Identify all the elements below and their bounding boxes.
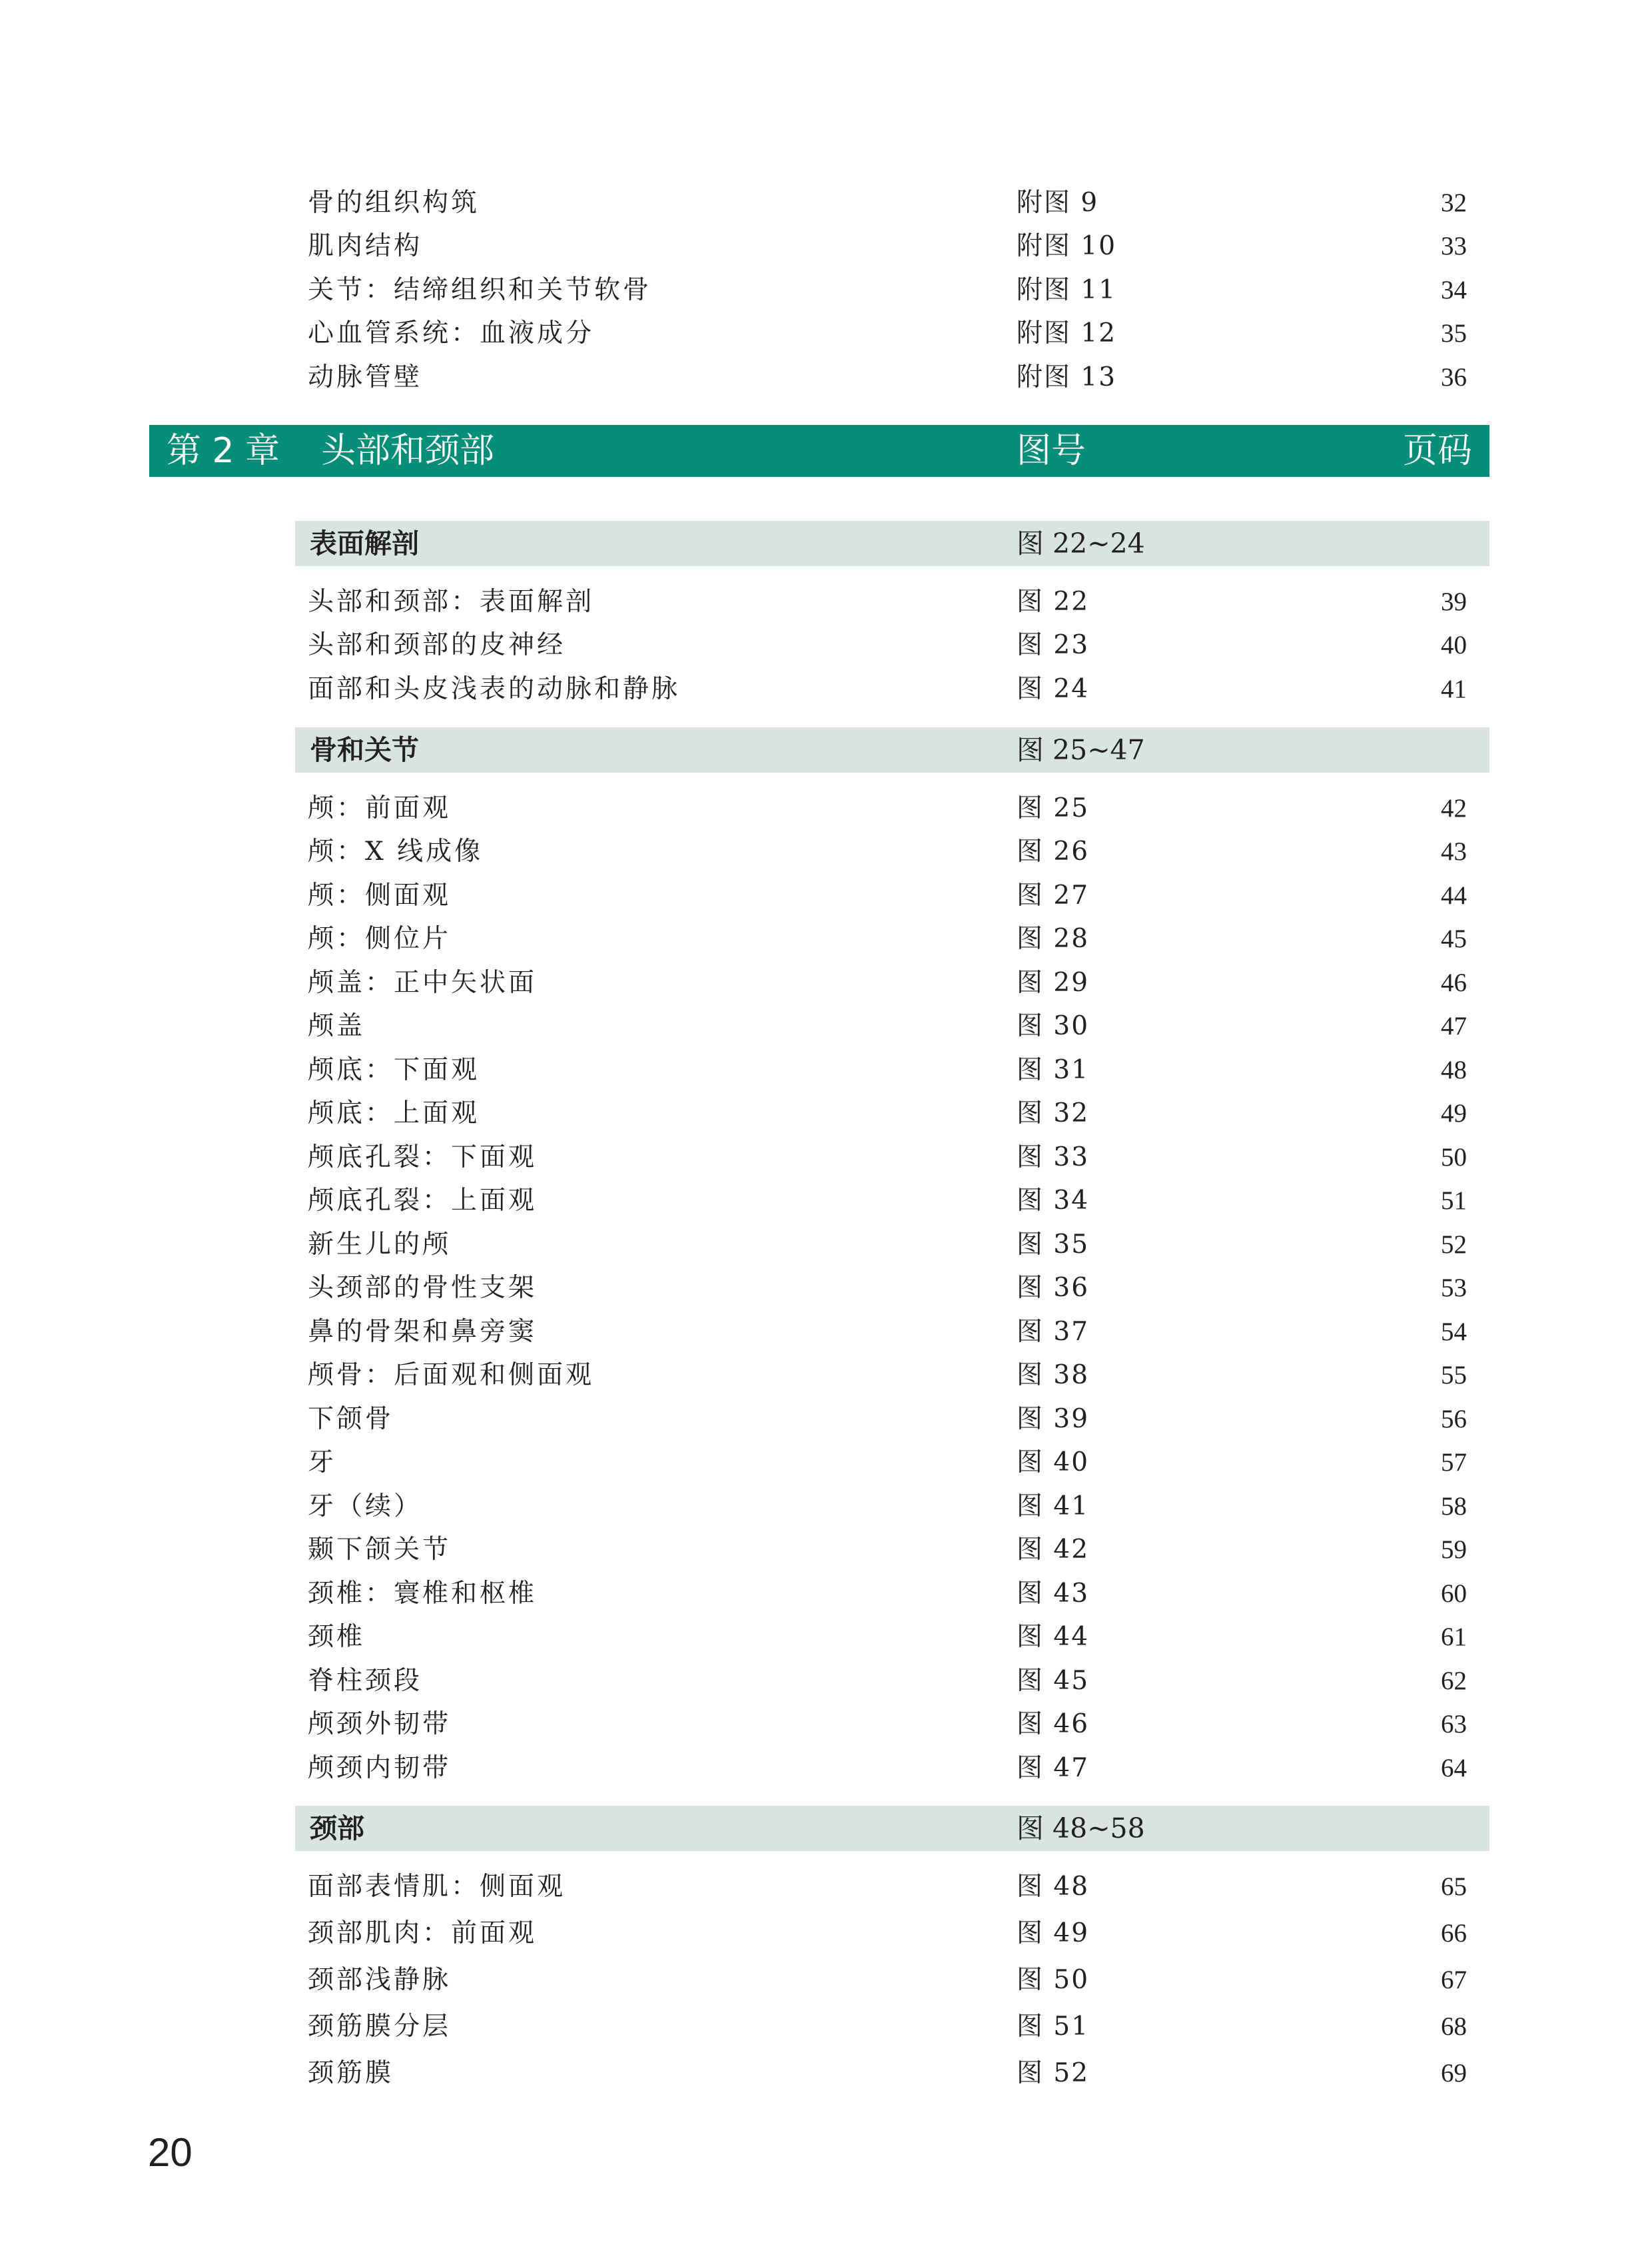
toc-entry bbox=[308, 274, 1467, 307]
entry-page: 36 bbox=[1441, 363, 1467, 392]
entry-page: 67 bbox=[1441, 1966, 1467, 1994]
page-column-header: 页码 bbox=[1402, 431, 1472, 471]
entry-page: 57 bbox=[1441, 1448, 1467, 1477]
toc-entry bbox=[308, 1359, 1467, 1392]
entry-title: 颈椎：寰椎和枢椎 bbox=[308, 1579, 538, 1609]
toc-entry bbox=[308, 1917, 1467, 1950]
entry-title: 颅底：下面观 bbox=[308, 1055, 480, 1085]
toc-entry bbox=[308, 673, 1467, 706]
entry-page: 54 bbox=[1441, 1317, 1467, 1346]
toc-entry bbox=[308, 1272, 1467, 1305]
entry-page: 44 bbox=[1441, 881, 1467, 910]
entry-figure: 图 49 bbox=[1017, 1918, 1090, 1948]
entry-title: 颅底孔裂：下面观 bbox=[308, 1142, 538, 1172]
toc-entry bbox=[308, 1533, 1467, 1567]
entry-page: 65 bbox=[1441, 1872, 1467, 1901]
entry-title: 颅：侧位片 bbox=[308, 924, 452, 954]
entry-title: 颅颈外韧带 bbox=[308, 1709, 452, 1739]
entry-title: 动脉管壁 bbox=[308, 362, 423, 392]
section-name: 骨和关节 bbox=[310, 734, 419, 766]
entry-page: 60 bbox=[1441, 1579, 1467, 1608]
toc-entry bbox=[308, 1141, 1467, 1174]
toc-entry bbox=[308, 187, 1467, 220]
entry-figure: 附图 9 bbox=[1017, 188, 1099, 218]
entry-figure: 图 50 bbox=[1017, 1965, 1090, 1995]
entry-page: 34 bbox=[1441, 276, 1467, 304]
section-name: 颈部 bbox=[310, 1812, 364, 1844]
toc-entry bbox=[308, 1010, 1467, 1043]
entry-figure: 图 35 bbox=[1017, 1230, 1090, 1260]
entry-figure: 图 33 bbox=[1017, 1142, 1090, 1172]
entry-title: 牙（续） bbox=[308, 1491, 423, 1521]
toc-entry bbox=[308, 629, 1467, 662]
entry-title: 面部表情肌：侧面观 bbox=[308, 1872, 566, 1902]
entry-page: 40 bbox=[1441, 631, 1467, 659]
entry-title: 颅盖 bbox=[308, 1011, 366, 1041]
toc-entry bbox=[308, 1184, 1467, 1218]
entry-page: 52 bbox=[1441, 1230, 1467, 1259]
entry-title: 颅盖：正中矢状面 bbox=[308, 968, 538, 998]
entry-figure: 图 24 bbox=[1017, 674, 1090, 704]
entry-title: 颞下颌关节 bbox=[308, 1535, 452, 1565]
entry-page: 39 bbox=[1441, 587, 1467, 616]
entry-title: 肌肉结构 bbox=[308, 231, 423, 261]
entry-page: 48 bbox=[1441, 1056, 1467, 1084]
entry-title: 颅：X 线成像 bbox=[308, 837, 484, 867]
entry-figure: 图 39 bbox=[1017, 1404, 1090, 1434]
toc-entry bbox=[308, 1403, 1467, 1436]
chapter-title: 头部和颈部 bbox=[321, 431, 495, 471]
entry-figure: 图 27 bbox=[1017, 881, 1090, 911]
entry-page: 32 bbox=[1441, 188, 1467, 217]
entry-page: 42 bbox=[1441, 794, 1467, 823]
entry-figure: 图 23 bbox=[1017, 630, 1090, 660]
toc-entry bbox=[308, 1708, 1467, 1741]
entry-page: 66 bbox=[1441, 1919, 1467, 1948]
entry-figure: 图 42 bbox=[1017, 1535, 1090, 1565]
entry-title: 颅底：上面观 bbox=[308, 1098, 480, 1128]
entry-page: 63 bbox=[1441, 1710, 1467, 1738]
entry-page: 64 bbox=[1441, 1754, 1467, 1782]
section-header bbox=[295, 727, 1489, 773]
toc-entry bbox=[308, 1665, 1467, 1698]
section-header bbox=[295, 1806, 1489, 1851]
entry-figure: 图 25 bbox=[1017, 793, 1090, 823]
entry-figure: 图 29 bbox=[1017, 968, 1090, 998]
chapter-number: 第 2 章 bbox=[167, 431, 280, 471]
section-header bbox=[295, 521, 1489, 566]
toc-entry bbox=[308, 1315, 1467, 1349]
entry-title: 新生儿的颅 bbox=[308, 1230, 452, 1260]
toc-entry bbox=[308, 585, 1467, 619]
entry-title: 面部和头皮浅表的动脉和静脉 bbox=[308, 674, 681, 704]
entry-figure: 图 30 bbox=[1017, 1011, 1090, 1041]
toc-entry bbox=[308, 792, 1467, 825]
entry-page: 33 bbox=[1441, 232, 1467, 260]
toc-entry bbox=[308, 230, 1467, 263]
toc-entry bbox=[308, 2057, 1467, 2090]
entry-figure: 图 32 bbox=[1017, 1098, 1090, 1128]
entry-page: 53 bbox=[1441, 1274, 1467, 1302]
entry-figure: 附图 10 bbox=[1017, 231, 1117, 261]
chapter-header bbox=[149, 425, 1489, 477]
entry-page: 41 bbox=[1441, 675, 1467, 703]
entry-title: 颈筋膜 bbox=[308, 2058, 394, 2088]
toc-entry bbox=[308, 1964, 1467, 1997]
entry-page: 35 bbox=[1441, 319, 1467, 348]
toc-entry bbox=[308, 879, 1467, 913]
section-figure-range: 图 25~47 bbox=[1017, 734, 1145, 766]
toc-entry bbox=[308, 1097, 1467, 1130]
entry-title: 颅颈内韧带 bbox=[308, 1753, 452, 1783]
entry-title: 颅底孔裂：上面观 bbox=[308, 1186, 538, 1216]
entry-figure: 图 48 bbox=[1017, 1872, 1090, 1902]
figure-column-header: 图号 bbox=[1017, 431, 1086, 471]
section-figure-range: 图 48~58 bbox=[1017, 1812, 1145, 1844]
entry-title: 颈部肌肉：前面观 bbox=[308, 1918, 538, 1948]
toc-entry bbox=[308, 1446, 1467, 1479]
entry-page: 49 bbox=[1441, 1099, 1467, 1128]
entry-page: 62 bbox=[1441, 1667, 1467, 1695]
entry-title: 颅骨：后面观和侧面观 bbox=[308, 1360, 595, 1390]
entry-page: 58 bbox=[1441, 1492, 1467, 1521]
entry-figure: 图 28 bbox=[1017, 924, 1090, 954]
entry-title: 颅：侧面观 bbox=[308, 881, 452, 911]
entry-figure: 图 52 bbox=[1017, 2058, 1090, 2088]
entry-figure: 图 22 bbox=[1017, 587, 1090, 617]
entry-figure: 图 41 bbox=[1017, 1491, 1090, 1521]
entry-figure: 图 38 bbox=[1017, 1360, 1090, 1390]
entry-title: 下颌骨 bbox=[308, 1404, 394, 1434]
entry-title: 骨的组织构筑 bbox=[308, 188, 480, 218]
entry-page: 45 bbox=[1441, 925, 1467, 953]
entry-figure: 附图 12 bbox=[1017, 318, 1117, 348]
toc-entry bbox=[308, 835, 1467, 869]
entry-title: 颈椎 bbox=[308, 1622, 366, 1652]
entry-page: 51 bbox=[1441, 1186, 1467, 1215]
entry-title: 颈部浅静脉 bbox=[308, 1965, 452, 1995]
entry-figure: 图 47 bbox=[1017, 1753, 1090, 1783]
toc-entry bbox=[308, 923, 1467, 956]
entry-figure: 图 37 bbox=[1017, 1317, 1090, 1347]
toc-entry bbox=[308, 1752, 1467, 1785]
toc-entry bbox=[308, 1870, 1467, 1904]
entry-page: 55 bbox=[1441, 1361, 1467, 1389]
entry-page: 47 bbox=[1441, 1012, 1467, 1040]
entry-title: 颈筋膜分层 bbox=[308, 2012, 452, 2042]
entry-page: 56 bbox=[1441, 1405, 1467, 1433]
entry-page: 46 bbox=[1441, 968, 1467, 997]
entry-title: 鼻的骨架和鼻旁窦 bbox=[308, 1317, 538, 1347]
entry-figure: 图 44 bbox=[1017, 1622, 1090, 1652]
entry-figure: 图 26 bbox=[1017, 837, 1090, 867]
toc-entry bbox=[308, 1228, 1467, 1262]
entry-figure: 图 46 bbox=[1017, 1709, 1090, 1739]
entry-figure: 图 36 bbox=[1017, 1273, 1090, 1303]
entry-figure: 图 34 bbox=[1017, 1186, 1090, 1216]
toc-entry bbox=[308, 1621, 1467, 1654]
entry-title: 牙 bbox=[308, 1447, 337, 1477]
entry-title: 关节：结缔组织和关节软骨 bbox=[308, 275, 652, 305]
toc-entry bbox=[308, 1490, 1467, 1523]
toc-entry bbox=[308, 1577, 1467, 1611]
toc-entry bbox=[308, 317, 1467, 350]
entry-figure: 图 40 bbox=[1017, 1447, 1090, 1477]
entry-figure: 附图 13 bbox=[1017, 362, 1117, 392]
toc-entry bbox=[308, 2010, 1467, 2044]
toc-entry bbox=[308, 361, 1467, 394]
entry-page: 50 bbox=[1441, 1143, 1467, 1172]
section-figure-range: 图 22~24 bbox=[1017, 528, 1145, 560]
entry-page: 61 bbox=[1441, 1623, 1467, 1651]
section-name: 表面解剖 bbox=[310, 528, 419, 560]
toc-entry bbox=[308, 966, 1467, 1000]
entry-figure: 图 43 bbox=[1017, 1579, 1090, 1609]
entry-title: 脊柱颈段 bbox=[308, 1666, 423, 1696]
toc-entry bbox=[308, 1054, 1467, 1087]
entry-page: 43 bbox=[1441, 837, 1467, 866]
entry-figure: 图 31 bbox=[1017, 1055, 1090, 1085]
entry-title: 心血管系统：血液成分 bbox=[308, 318, 595, 348]
entry-figure: 附图 11 bbox=[1017, 275, 1117, 305]
entry-title: 颅：前面观 bbox=[308, 793, 452, 823]
entry-page: 69 bbox=[1441, 2059, 1467, 2087]
entry-title: 头颈部的骨性支架 bbox=[308, 1273, 538, 1303]
entry-title: 头部和颈部：表面解剖 bbox=[308, 587, 595, 617]
entry-page: 59 bbox=[1441, 1535, 1467, 1564]
entry-figure: 图 51 bbox=[1017, 2012, 1090, 2042]
entry-page: 68 bbox=[1441, 2012, 1467, 2041]
entry-title: 头部和颈部的皮神经 bbox=[308, 630, 566, 660]
page-number: 20 bbox=[148, 2130, 193, 2175]
entry-figure: 图 45 bbox=[1017, 1666, 1090, 1696]
